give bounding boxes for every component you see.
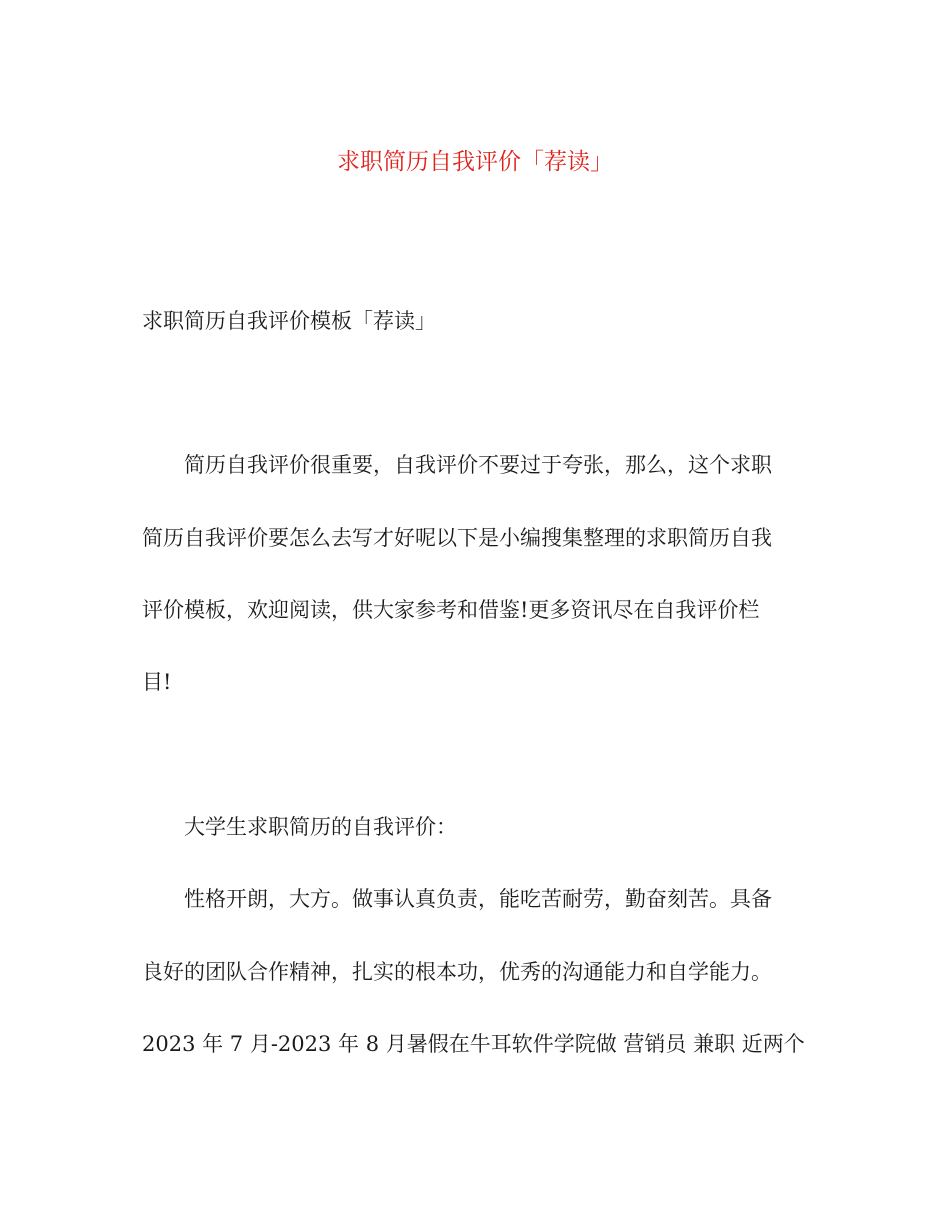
document-title: 求职简历自我评价「荐读」: [337, 149, 613, 175]
intro-line-1: 简历自我评价很重要，自我评价不要过于夸张，那么，这个求职: [184, 453, 772, 477]
section-line-3: 2023 年 7 月-2023 年 8 月暑假在牛耳软件学院做 营销员 兼职 近两个: [142, 1032, 805, 1056]
intro-line-3: 评价模板，欢迎阅读，供大家参考和借鉴!更多资讯尽在自我评价栏: [142, 598, 760, 622]
section-line-1: 性格开朗，大方。做事认真负责，能吃苦耐劳，勤奋刻苦。具备: [184, 887, 772, 911]
intro-line-4: 目!: [142, 670, 172, 694]
intro-line-2: 简历自我评价要怎么去写才好呢以下是小编搜集整理的求职简历自我: [142, 526, 772, 550]
document-subtitle: 求职简历自我评价模板「荐读」: [142, 309, 436, 333]
section-line-2: 良好的团队合作精神，扎实的根本功，优秀的沟通能力和自学能力。: [142, 960, 772, 984]
section-heading: 大学生求职简历的自我评价：: [184, 815, 457, 839]
